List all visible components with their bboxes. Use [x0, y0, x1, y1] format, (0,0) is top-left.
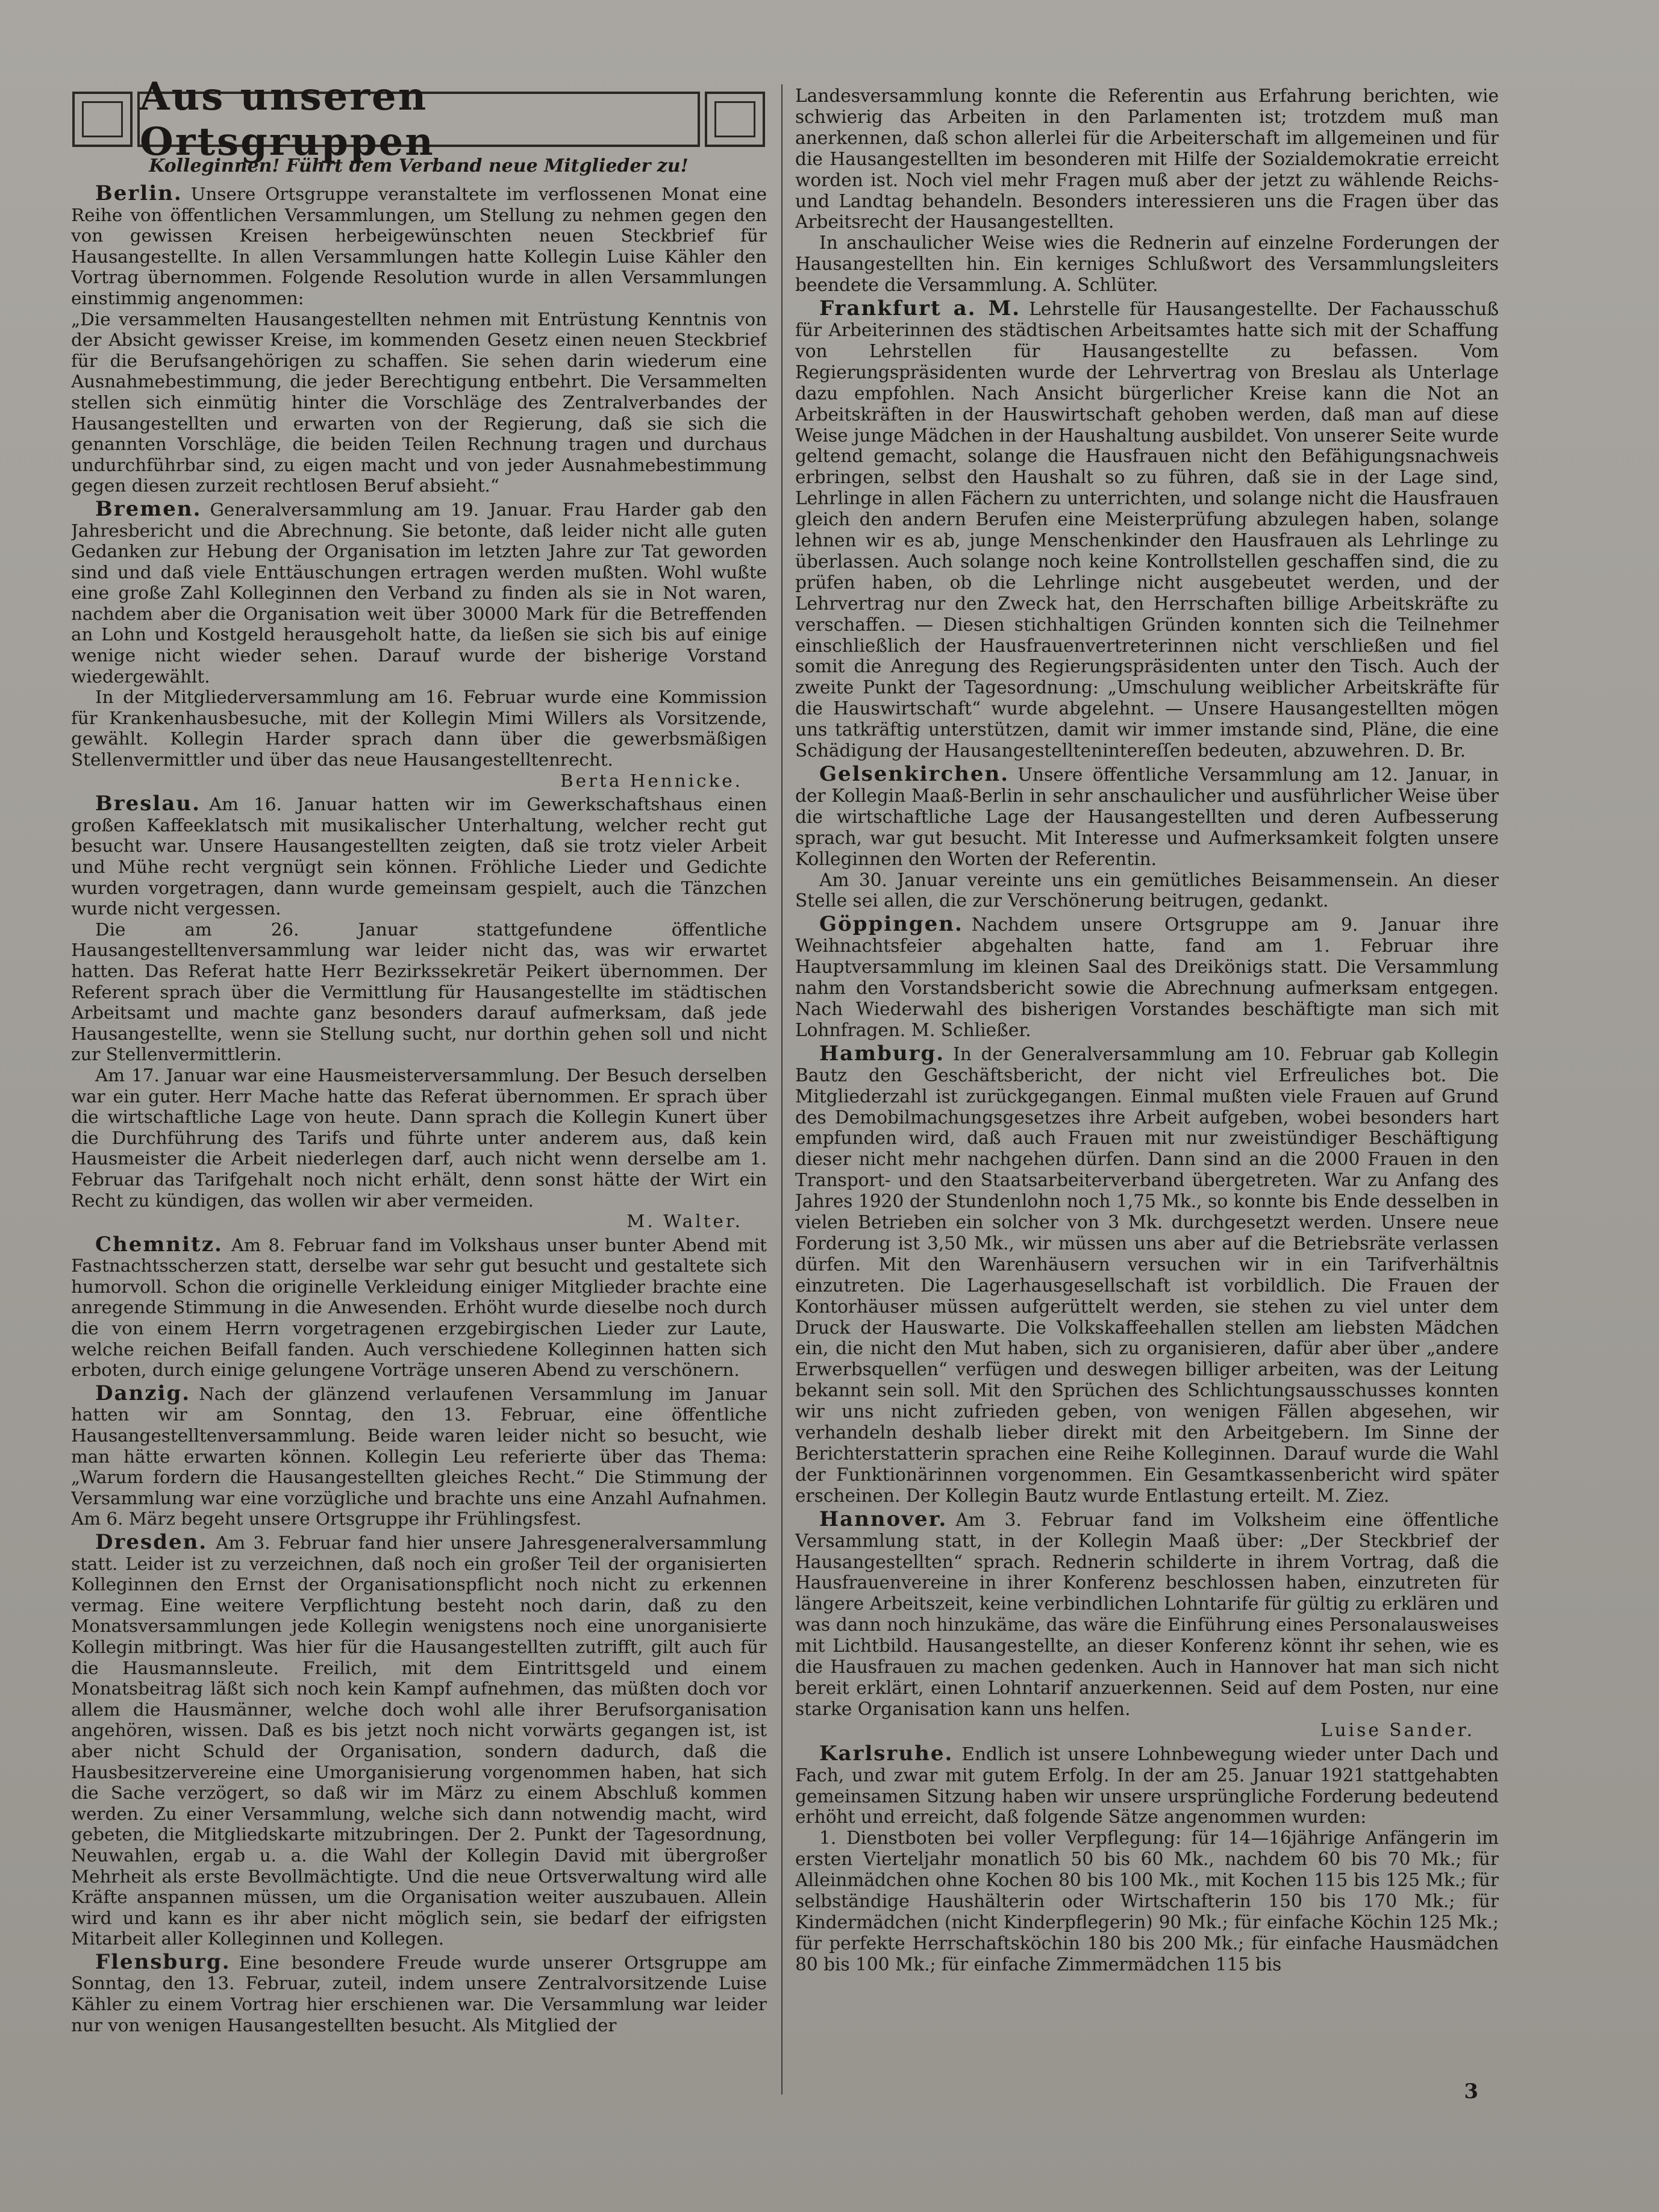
report-text: Unsere öffentliche Versammlung am 12. Januar, in der Kollegin Maaß-Berlin in sehr anschaulicher und ausführlicher Weise über die wirtschaftliche Lage der Hausangestellten und deren Aufbesserung sprach, war gut besucht. Mit Interesse und Aufmerksamkeit folgten unsere Kolleginnen den Worten der Referentin.: [795, 764, 1499, 869]
report-paragraph: [795, 298, 1499, 761]
paragraph: Am 30. Januar vereinte uns ein gemütliches Beisammensein. An dieser Stelle sei allen, die zur Verschönerung beitrugen, gedankt.: [795, 869, 1499, 911]
location-heading: Hamburg.: [819, 1041, 945, 1066]
report-text: Endlich ist unsere Lohnbewegung wieder unter Dach und Fach, und zwar mit gutem Erfolg. In der am 25. Januar 1921 stattgehabten gemeinsamen Sitzung haben wir unsere ursprüngliche Forderung bedeutend erhöht und erreicht, daß folgende Sätze angenommen wurden:: [795, 1743, 1499, 1828]
section-title: Aus unseren Ortsgruppen: [137, 92, 700, 147]
report-text: Am 3. Februar fand hier unsere Jahresgeneralversammlung statt. Leider ist zu verzeichnen, daß noch ein großer Teil der organisierten Kolleginnen den Ernst der Organisationspflicht noch nicht zu erkennen vermag. Eine weitere Verpflichtung besteht noch darin, daß zu den Monatsversammlungen jede Kollegin wenigstens noch eine unorganisierte Kollegin mitbringt. Was hier für die Hausangestellten zutrifft, gilt auch für die Hausmannsleute. Freilich, mit dem Eintrittsgeld und einem Monatsbeitrag läßt sich noch kein Kampf aufnehmen, das müßten doch vor allem die Hausmänner, welche doch wohl alle ihrer Berufsorganisation angehören, wissen. Daß es bis jetzt noch nicht vorwärts gegangen ist, ist aber nicht Schuld der Organisation, sondern dadurch, daß die Hausbesitzervereine eine Umorganisierung vorgenommen haben, hat sich die Sache verzögert, so daß wir im März zu einem Abschluß kommen werden. Zu einer Versammlung, welche sich dann notwendig macht, wird gebeten, die Mitgliedskarte mitzubringen. Der 2. Punkt der Tagesordnung, Neuwahlen, ergab u. a. die Wahl der Kollegin David mit übergroßer Mehrheit als erste Bevollmächtigte. Und die neue Ortsverwaltung wird alle Kräfte anspannen müssen, um die Organisation weiter auszubauen. Allein wird und kann es ihr aber nicht möglich sein, sie bedarf der eifrigsten Mitarbeit aller Kolleginnen und Kollegen.: [71, 1532, 767, 1949]
location-heading: Frankfurt a. M.: [819, 296, 1021, 321]
location-heading: Danzig.: [95, 1381, 191, 1405]
page-number: 3: [1464, 2079, 1478, 2104]
report-paragraph: [71, 793, 767, 919]
report-paragraph: [71, 1234, 767, 1381]
paragraph: Die am 26. Januar stattgefundene öffentliche Hausangestelltenversammlung war leider nicht das, was wir erwartet hatten. Das Referat hatte Herr Bezirkssekretär Peikert übernommen. Der Referent sprach über die Vermittlung für Hausangestellte im städtischen Arbeitsamt und machte ganz besonders darauf aufmerksam, daß jede Hausangestellte, wenn sie Stellung sucht, nur dorthin gehen soll und nicht zur Stellenvermittlerin.: [71, 919, 767, 1065]
location-heading: Gelsenkirchen.: [819, 762, 1010, 786]
left-column: [71, 181, 767, 2098]
report-paragraph: [795, 1509, 1499, 1720]
report-paragraph: [71, 496, 767, 687]
report-paragraph: [795, 1043, 1499, 1507]
header-ornament-left: [72, 92, 133, 147]
report-text: Generalversammlung am 19. Januar. Frau Harder gab den Jahresbericht und die Abrechnung. Sie betonte, daß leider nicht alle guten Gedanken zur Hebung der Organisation im letzten Jahre zur Tat geworden sind und daß viele Enttäuschungen ertragen werden mußten. Wohl wußte eine große Zahl Kolleginnen den Verband zu finden als sie in Not waren, nachdem aber die Organisation weit über 30000 Mark für die Betreffenden an Lohn und Kostgeld herausgeholt hatte, da ließen sie sich bis auf einige wenige nicht wieder sehen. Darauf wurde der bisherige Vorstand wiedergewählt.: [71, 499, 767, 687]
report-text: Unsere Ortsgruppe veranstaltete im verflossenen Monat eine Reihe von öffentlichen Versammlungen, um Stellung zu nehmen gegen den von gewissen Kreisen herbeigewünschten neuen Steckbrief für Hausangestellte. In allen Versammlungen hatte Kollegin Luise Kähler den Vortrag übernommen. Folgende Resolution wurde in allen Versammlungen einstimmig angenommen:: [71, 184, 767, 308]
report-paragraph: [795, 1743, 1499, 1828]
signature: Berta Hennicke.: [560, 770, 743, 791]
paragraph: Am 17. Januar war eine Hausmeisterversammlung. Der Besuch derselben war ein guter. Herr Mache hatte das Referat übernommen. Er sprach über die wirtschaftliche Lage von heute. Dann sprach die Kollegin Kunert über die Durchführung des Tarifs und führte unter anderem aus, daß kein Hausmeister die Arbeit niederlegen darf, auch nicht wenn derselbe am 1. Februar das Tarifgehalt noch nicht erhält, denn sonst hätte der Wirt ein Recht zu kündigen, das wollen wir aber vermeiden.: [71, 1064, 767, 1211]
report-text: Am 3. Februar fand im Volksheim eine öffentliche Versammlung statt, in der Kollegin Maaß über: „Der Steckbrief der Hausangestellten“ sprach. Rednerin schilderte in ihrem Vortrag, daß die Hausfrauenvereine in ihrer Konferenz beschlossen haben, einzutreten für längere Arbeitszeit, keine verbindlichen Lohntarife für gültig zu erklären und was dann noch hinzukäme, das wäre die Einführung eines Personalausweises mit Lichtbild. Hausangestellte, an dieser Konferenz könnt ihr sehen, wie es die Hausfrauen zu machen gedenken. Auch in Hannover hat man sich nicht bereit erklärt, einen Lohntarif anzuerkennen. Seid auf dem Posten, nur eine starke Organisation kann uns helfen.: [795, 1509, 1499, 1719]
location-heading: Breslau.: [95, 792, 201, 816]
paragraph: Landesversammlung konnte die Referentin aus Erfahrung berichten, wie schwierig das Arbeiten in den Parlamenten ist; trotzdem muß man anerkennen, daß schon allerlei für die Arbeiterschaft im allgemeinen und für die Hausangestellten im besonderen mit Hilfe der Sozialdemokratie erreicht worden ist. Noch viel mehr Fragen muß aber der jetzt zu wählende Reichs- und Landtag behandeln. Besonders interessieren uns die Fragen über das Arbeitsrecht der Hausangestellten.: [795, 86, 1499, 233]
paragraph: In der Mitgliederversammlung am 16. Februar wurde eine Kommission für Krankenhausbesuche, mit der Kollegin Mimi Willers als Vorsitzende, gewählt. Kollegin Harder sprach dann über die gewerbsmäßigen Stellenvermittler und über das neue Hausangestelltenrecht.: [71, 687, 767, 770]
report-paragraph: [71, 1949, 767, 2035]
location-heading: Karlsruhe.: [819, 1741, 954, 1766]
location-heading: Chemnitz.: [95, 1232, 223, 1257]
report-text: In der Generalversammlung am 10. Februar gab Kollegin Bautz den Geschäftsbericht, der nicht viel Erfreuliches bot. Die Mitgliederzahl ist zurückgegangen. Einmal mußten viele Frauen auf Grund des Demobilmachungsgesetzes ihre Arbeit aufgeben, wobei besonders hart empfunden wird, daß auch Frauen mit nur zweistündiger Beschäftigung dieser nicht mehr nachgehen dürfen. Dann sind an die 2000 Frauen in den Transport- und den Staatsarbeiterverband übergetreten. War zu Anfang des Jahres 1920 der Stundenlohn noch 1,75 Mk., so konnte bis Ende desselben in vielen Betrieben ein solcher von 3 Mk. durchgesetzt werden. Unsere neue Forderung ist 3,50 Mk., wir müssen uns aber auf die Betriebsräte verlassen dürfen. Mit den Warenhäusern versuchen wir in ein Tarifverhältnis einzutreten. Die Lagerhausgesellschaft ist vorbildlich. Die Frauen der Kontorhäuser müssen aufgerüttelt werden, sie stehen zu viel unter dem Druck der Hauswarte. Die Volkskaffeehallen stellen am liebsten Mädchen ein, die nicht den Mut haben, sich zu organisieren, dafür aber über „andere Erwerbsquellen“ verfügen und deswegen billiger arbeiten, was der Leitung bekannt sein soll. Mit den Sprüchen des Schlichtungsausschusses konnten wir uns nicht zufrieden geben, von wenigen Fällen abgesehen, wir verhandeln deshalb lieber direkt mit den Arbeitgebern. Im Sinne der Berichterstatterin sprachen eine Reihe Kolleginnen. Darauf wurde die Wahl der Funktionärinnen vorgenommen. Ein Gesamtkassenbericht wird später erscheinen. Der Kollegin Bautz wurde Entlastung erteilt. M. Ziez.: [795, 1043, 1499, 1506]
location-heading: Flensburg.: [95, 1949, 231, 1974]
location-heading: Bremen.: [95, 496, 202, 521]
report-paragraph: [795, 914, 1499, 1040]
location-heading: Berlin.: [95, 181, 183, 205]
signature: Luise Sander.: [1320, 1719, 1475, 1740]
slogan: Kolleginnen! Führt dem Verband neue Mitglieder zu!: [149, 155, 689, 177]
header-ornament-right: [705, 92, 765, 147]
report-paragraph: [795, 764, 1499, 870]
report-text: Nachdem unsere Ortsgruppe am 9. Januar ihre Weihnachtsfeier abgehalten hatte, fand am 1. Februar ihre Hauptversammlung im kleinen Saal des Dreikönigs statt. Die Versammlung nahm den Vorstandsbericht sowie die Abrechnung aufmerksam entgegen. Nach Wiederwahl des bisherigen Vorstandes beschäftigte man sich mit Lohnfragen. M. Schließer.: [795, 914, 1499, 1040]
paragraph: In anschaulicher Weise wies die Rednerin auf einzelne Forderungen der Hausangestellten hin. Ein kerniges Schlußwort des Versammlungsleiters beendete die Versammlung. A. Schlüter.: [795, 233, 1499, 296]
resolution-quote: „Die versammelten Hausangestellten nehmen mit Entrüstung Kenntnis von der Absicht gewisser Kreise, im kommenden Gesetz einen neuen Steckbrief für die Berufsangehörigen zu schaffen. Sie sehen darin wiederum eine Ausnahmebestimmung, die jeder Berechtigung entbehrt. Die Versammelten stellen sich einmütig hinter die Vorschläge des Zentralverbandes der Hausangestellten und erwarten von der Regierung, daß sie sich die genannten Vorschläge, die beiden Teilen Rechnung tragen und durchaus undurchführbar sind, zu eigen macht und von jeder Ausnahmebestimmung gegen diesen zurzeit rechtlosen Beruf absieht.“: [71, 308, 767, 496]
location-heading: Hannover.: [819, 1507, 948, 1531]
column-divider: [781, 84, 783, 2095]
paragraph: 1. Dienstboten bei voller Verpflegung: für 14—16jährige Anfängerin im ersten Vierteljahr monatlich 50 bis 60 Mk., nachdem 60 bis 70 Mk.; für Alleinmädchen ohne Kochen 80 bis 100 Mk., mit Kochen 115 bis 125 Mk.; für selbständige Haushälterin oder Wirtschafterin 150 bis 170 Mk.; für Kindermädchen (nicht Kinderpflegerin) 90 Mk.; für einfache Köchin 125 Mk.; für perfekte Herrschaftsköchin 180 bis 200 Mk.; für einfache Hausmädchen 80 bis 100 Mk.; für einfache Zimmermädchen 115 bis: [795, 1828, 1499, 1975]
report-text: Lehrstelle für Hausangestellte. Der Fachausschuß für Arbeiterinnen des städtischen Arbeitsamtes hatte sich mit der Schaffung von Lehrstellen für Hausangestellte zu befassen. Vom Regierungspräsidenten wurde der Lehrvertrag von Breslau als Unterlage dazu empfohlen. Nach Ansicht bürgerlicher Kreise kann die Not an Arbeitskräften in der Hauswirtschaft gehoben werden, daß man auf diese Weise junge Mädchen in der Haushaltung ausbildet. Von unserer Seite wurde geltend gemacht, solange die Hausfrauen nicht den Befähigungsnachweis erbringen, selbst den Haushalt so zu führen, daß sie in der Lage sind, Lehrlinge in allen Fächern zu unterrichten, und solange nicht die Hausfrauen gleich den andern Berufen eine Meisterprüfung abzulegen haben, solange lehnen wir es ab, junge Menschenkinder den Hausfrauen als Lehrlinge zu überlassen. Auch solange noch keine Kontrollstellen geschaffen sind, die zu prüfen haben, ob die Lehrlinge nicht ausgebeutet werden, und der Lehrvertrag nur den Zweck hat, den Herrschaften billige Arbeitskräfte zu verschaffen. — Diesen stichhaltigen Gründen konnten sich die Teilnehmer einschließlich der Hausfrauenvertreterinnen nicht verschließen und fiel somit die Anregung des Regierungspräsidenten unter den Tisch. Auch der zweite Punkt der Tagesordnung: „Umschulung weiblicher Arbeitskräfte für die Hauswirtschaft“ wurde abgelehnt. — Unsere Hausangestellten mögen uns tatkräftig unterstützen, damit wir immer imstande sind, Pläne, die eine Schädigung der Hausangestelltenintereſſen bedeuten, abzuwehren. D. Br.: [795, 299, 1499, 761]
report-text: Am 8. Februar fand im Volkshaus unser bunter Abend mit Fastnachtsscherzen statt, derselbe war sehr gut besucht und gestaltete sich humorvoll. Schon die originelle Verkleidung einiger Mitglieder brachte eine anregende Stimmung in die Anwesenden. Erhöht wurde dieselbe noch durch die von einem Herrn vorgetragenen erzgebirgischen Lieder zur Laute, welche reichen Beifall fanden. Auch verschiedene Kolleginnen hatten sich erboten, durch einige gelungene Vorträge unseren Abend zu verschönern.: [71, 1234, 767, 1381]
report-text: Nach der glänzend verlaufenen Versammlung im Januar hatten wir am Sonntag, den 13. Februar, eine öffentliche Hausangestelltenversammlung. Beide waren leider nicht so besucht, wie man hätte erwarten können. Kollegin Leu referierte über das Thema: „Warum fordern die Hausangestellten gleiches Recht.“ Die Stimmung der Versammlung war eine vorzügliche und brachte uns eine Anzahl Aufnahmen. Am 6. März begeht unsere Ortsgruppe ihr Frühlingsfest.: [71, 1383, 767, 1529]
section-header: [72, 74, 765, 164]
report-paragraph: [71, 1383, 767, 1529]
report-paragraph: [71, 183, 767, 309]
location-heading: Göppingen.: [819, 912, 963, 937]
report-text: Eine besondere Freude wurde unserer Ortsgruppe am Sonntag, den 13. Februar, zuteil, indem unsere Zentralvorsitzende Luise Kähler zu einem Vortrag hier erschienen war. Die Versammlung war leider nur von wenigen Hausangestellten besucht. Als Mitglied der: [71, 1952, 767, 2035]
right-column: [795, 86, 1499, 2098]
report-text: Am 16. Januar hatten wir im Gewerkschaftshaus einen großen Kaffeeklatsch mit musikalischer Unterhaltung, welcher recht gut besucht war. Unsere Hausangestellten zeigten, daß sie trotz vieler Arbeit und Mühe recht vergnügt sein können. Fröhliche Lieder und Gedichte wurden vorgetragen, dann wurde gemeinsam gespielt, auch die Tänzchen wurde nicht vergessen.: [71, 794, 767, 919]
location-heading: Dresden.: [95, 1530, 208, 1554]
report-paragraph: [71, 1532, 767, 1949]
signature: M. Walter.: [626, 1211, 743, 1232]
